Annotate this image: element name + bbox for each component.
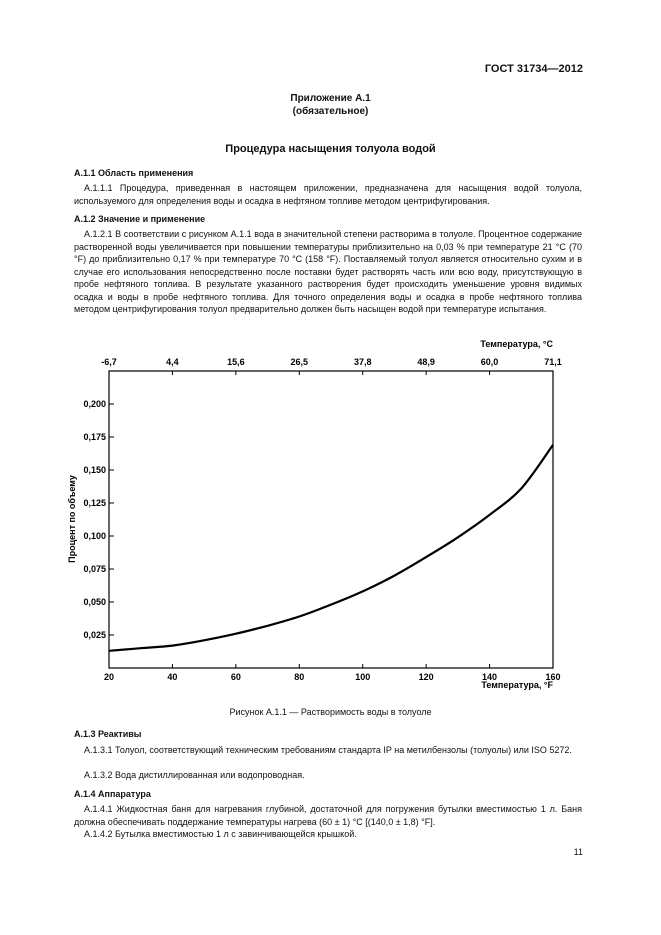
x-tick-label: 120 (418, 672, 434, 682)
x2-tick-label: 71,1 (544, 357, 562, 367)
paragraph-a121: А.1.2.1 В соответствии с рисунком А.1.1 вода в значительной степени растворима в толуоле. Процентное содержание растворенной воды увеличивается при повышении температуры приблизительно на 0,03 % при температуре 21 °С (70 °F) до приблизительно 0,17 % при температуре 70 °С (158 °F). Поставляемый толуол является относительно сухим и в случае его использования непосредственно после поставки будет растворять часть или всю воду, присутствующую в пробе нефтяного топлива. В результате указанного растворения будет происходить уменьшение уровня видимых осадка и воды в пробе нефтяного топлива. Для точного определения воды и осадка в пробе нефтяного топлива методом центрифугирования толуол предварительно должен быть насыщен водой при температуре испытания. (74, 229, 582, 314)
paragraph-a141: А.1.4.1 Жидкостная баня для нагревания глубиной, достаточной для погружения бутылки вместимостью 1 л. Баня должна обеспечивать поддержание температуры нагрева (60 ± 1) °С [(140,0 ± 1,8) °F]. (74, 804, 582, 827)
x-tick-label: 60 (230, 672, 241, 682)
x-tick-label: 20 (103, 672, 115, 682)
y-tick-label: 0,200 (83, 399, 106, 409)
y-axis-label: Процент по объему (67, 475, 77, 563)
annex-title: Приложение А.1 (290, 93, 371, 104)
section-heading-significance: А.1.2 Значение и применение (74, 214, 206, 224)
plot-frame (109, 371, 553, 668)
paragraph-a142: А.1.4.2 Бутылка вместимостью 1 л с завинчивающейся крышкой. (84, 829, 357, 839)
section-heading-reagents: А.1.3 Реактивы (74, 729, 142, 739)
y-tick-label: 0,150 (83, 465, 106, 475)
y-tick-label: 0,175 (83, 432, 106, 442)
paragraph-a111: А.1.1.1 Процедура, приведенная в настоящем приложении, предназначена для насыщения водой толуола, используемого для определения воды и осадка в нефтяном топливе методом центрифугирования. (74, 183, 582, 206)
x2-axis-ticks (101, 357, 562, 375)
section-heading-apparatus: А.1.4 Аппаратура (74, 789, 151, 799)
x-tick-label: 40 (167, 672, 178, 682)
annex-heading (0, 92, 661, 118)
y-tick-label: 0,050 (83, 597, 106, 607)
x2-tick-label: 37,8 (353, 357, 372, 367)
paragraph-a131: А.1.3.1 Толуол, соответствующий техническим требованиям стандарта IP на метилбензолы (толуолы) или ISO 5272. (84, 745, 572, 755)
x2-tick-label: 4,4 (166, 357, 179, 367)
paragraph-a132: А.1.3.2 Вода дистиллированная или водопроводная. (84, 770, 305, 780)
figure-caption: Рисунок А.1.1 — Растворимость воды в толуоле (229, 707, 432, 717)
y-tick-label: 0,075 (83, 564, 106, 574)
x-tick-label: 140 (482, 672, 498, 682)
x-tick-label: 80 (294, 672, 305, 682)
x2-tick-label: 48,9 (417, 357, 435, 367)
section-heading-scope: А.1.1 Область применения (74, 168, 194, 178)
x2-tick-label: -6,7 (101, 357, 117, 367)
chart-svg (60, 336, 620, 696)
document-title: Процедура насыщения толуола водой (225, 143, 436, 155)
x2-axis-label: Температура, °С (480, 339, 553, 349)
x2-tick-label: 26,5 (290, 357, 309, 367)
x2-tick-label: 60,0 (480, 357, 499, 367)
solubility-curve (109, 445, 553, 651)
x-tick-label: 160 (545, 672, 561, 682)
x-tick-label: 100 (355, 672, 371, 682)
y-tick-label: 0,100 (83, 531, 106, 541)
standard-number: ГОСТ 31734—2012 (484, 63, 583, 75)
solubility-chart (60, 336, 620, 696)
x-axis-label: Температура, °F (481, 680, 553, 690)
annex-subtitle: (обязательное) (292, 106, 369, 117)
page-number: 11 (573, 847, 583, 857)
y-tick-label: 0,025 (83, 630, 106, 640)
x2-tick-label: 15,6 (227, 357, 245, 367)
y-tick-label: 0,125 (83, 498, 106, 508)
